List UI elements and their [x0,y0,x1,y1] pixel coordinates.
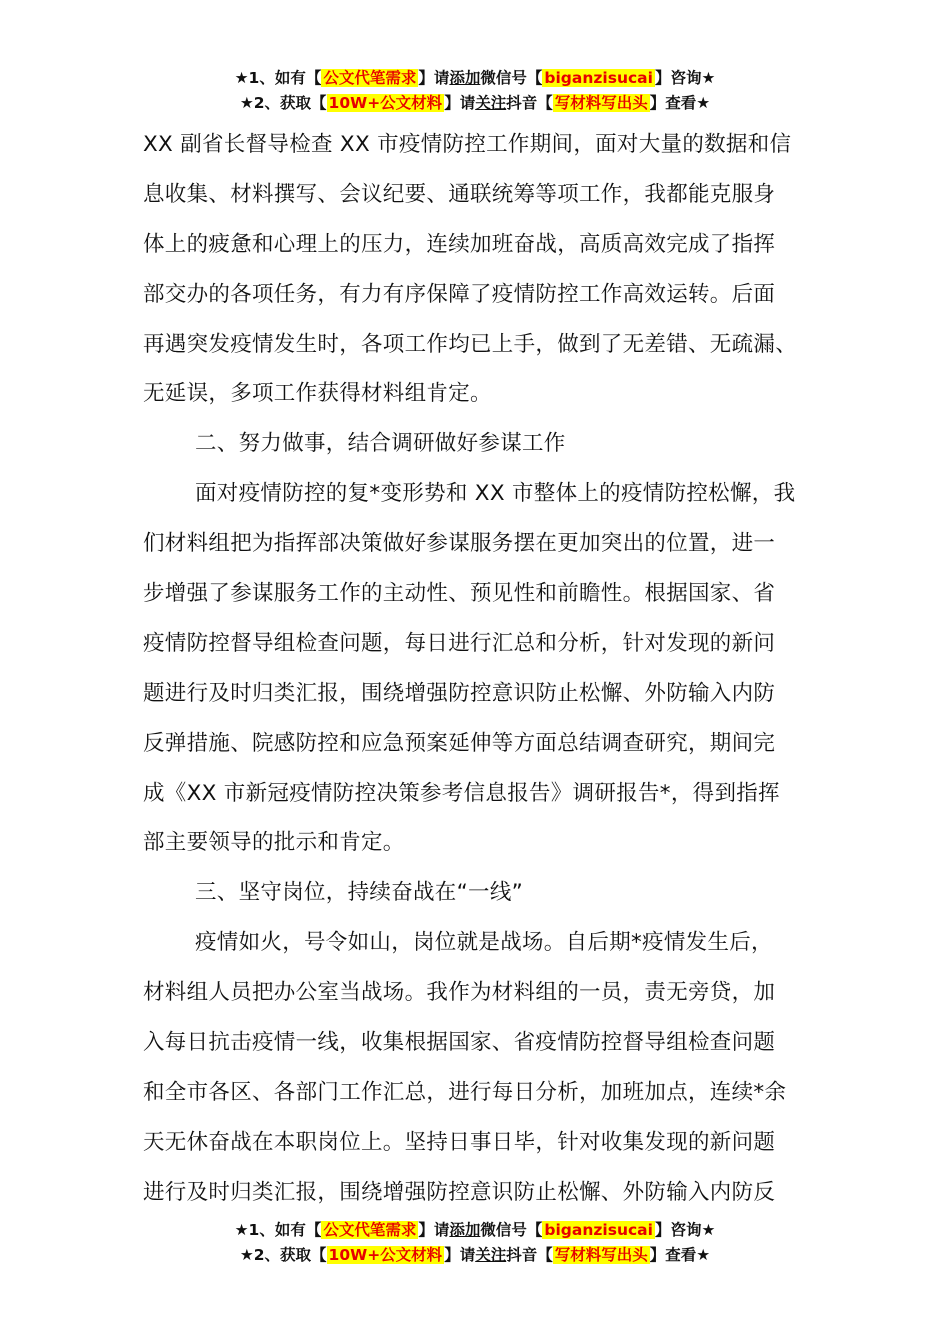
banner-text: 】请 [418,1221,450,1239]
paragraph-line: 疫情如火，号令如山，岗位就是战场。自后期*疫情发生后， [195,930,773,956]
banner-line-1 [0,1218,950,1243]
banner-underlined-text: 关注 [475,94,507,112]
banner-highlight: 写材料写出头 [554,1246,648,1264]
banner-underlined-text: 添加 [449,1221,481,1239]
banner-highlight: 公文代笔需求 [323,69,417,87]
banner-underlined-text: 添加 [449,69,481,87]
banner-text: 】请 [444,94,476,112]
banner-highlight: 10W+公文材料 [328,1246,443,1264]
banner-text: 抖音【 [506,1246,553,1264]
paragraph-line: 入每日抗击疫情一线，收集根据国家、省疫情防控督导组检查问题 [143,1030,776,1056]
paragraph-line: 成《XX 市新冠疫情防控决策参考信息报告》调研报告*，得到指挥 [143,780,780,806]
banner-text: ★1、如有【 [234,1221,322,1239]
paragraph-line: 体上的疲惫和心理上的压力，连续加班奋战，高质高效完成了指挥 [143,231,776,257]
banner-highlight: biganzisucai [544,69,653,87]
section-heading: 三、坚守岗位，持续奋战在“一线” [195,880,524,906]
banner-text: 微信号【 [480,1221,543,1239]
banner-text: 】查看★ [649,1246,711,1264]
header-banner [0,66,950,116]
footer-banner [0,1218,950,1268]
banner-highlight: 公文代笔需求 [323,1221,417,1239]
banner-highlight: biganzisucai [544,1221,653,1239]
banner-text: 】咨询★ [654,1221,716,1239]
paragraph-line: XX 副省长督导检查 XX 市疫情防控工作期间，面对大量的数据和信 [143,132,792,157]
paragraph-line: 题进行及时归类汇报，围绕增强防控意识防止松懈、外防输入内防 [143,680,776,706]
paragraph-line: 和全市各区、各部门工作汇总，进行每日分析，加班加点，连续*余 [143,1079,787,1105]
paragraph-line: 无延误，多项工作获得材料组肯定。 [143,381,492,407]
paragraph-line: 步增强了参谋服务工作的主动性、预见性和前瞻性。根据国家、省 [143,581,776,607]
banner-text: 】咨询★ [654,69,716,87]
banner-text: ★2、获取【 [239,94,327,112]
banner-text: 抖音【 [506,94,553,112]
paragraph-line: 材料组人员把办公室当战场。我作为材料组的一员，责无旁贷，加 [143,980,776,1006]
paragraph-line: 天无休奋战在本职岗位上。坚持日事日毕，针对收集发现的新问题 [143,1129,776,1155]
banner-highlight: 写材料写出头 [554,94,648,112]
paragraph-line: 息收集、材料撰写、会议纪要、通联统筹等项工作，我都能克服身 [143,181,776,207]
paragraph-line: 进行及时归类汇报，围绕增强防控意识防止松懈、外防输入内防反 [143,1179,776,1205]
banner-text: 】请 [418,69,450,87]
banner-line-1 [0,66,950,91]
document-body [143,120,808,1218]
paragraph-line: 面对疫情防控的复*变形势和 XX 市整体上的疫情防控松懈，我 [195,481,796,507]
banner-underlined-text: 关注 [475,1246,507,1264]
section-heading: 二、努力做事，结合调研做好参谋工作 [195,431,566,457]
banner-line-2 [0,1243,950,1268]
paragraph-line: 部主要领导的批示和肯定。 [143,830,405,856]
banner-text: 】查看★ [649,94,711,112]
paragraph-line: 们材料组把为指挥部决策做好参谋服务摆在更加突出的位置，进一 [143,531,776,557]
banner-text: 】请 [444,1246,476,1264]
banner-highlight: 10W+公文材料 [328,94,443,112]
paragraph-line: 疫情防控督导组检查问题，每日进行汇总和分析，针对发现的新问 [143,630,776,656]
banner-line-2 [0,91,950,116]
paragraph-line: 部交办的各项任务，有力有序保障了疫情防控工作高效运转。后面 [143,281,776,307]
banner-text: ★1、如有【 [234,69,322,87]
paragraph-line: 再遇突发疫情发生时，各项工作均已上手，做到了无差错、无疏漏、 [143,331,798,357]
paragraph-line: 反弹措施、院感防控和应急预案延伸等方面总结调查研究，期间完 [143,730,776,756]
banner-text: 微信号【 [480,69,543,87]
banner-text: ★2、获取【 [239,1246,327,1264]
